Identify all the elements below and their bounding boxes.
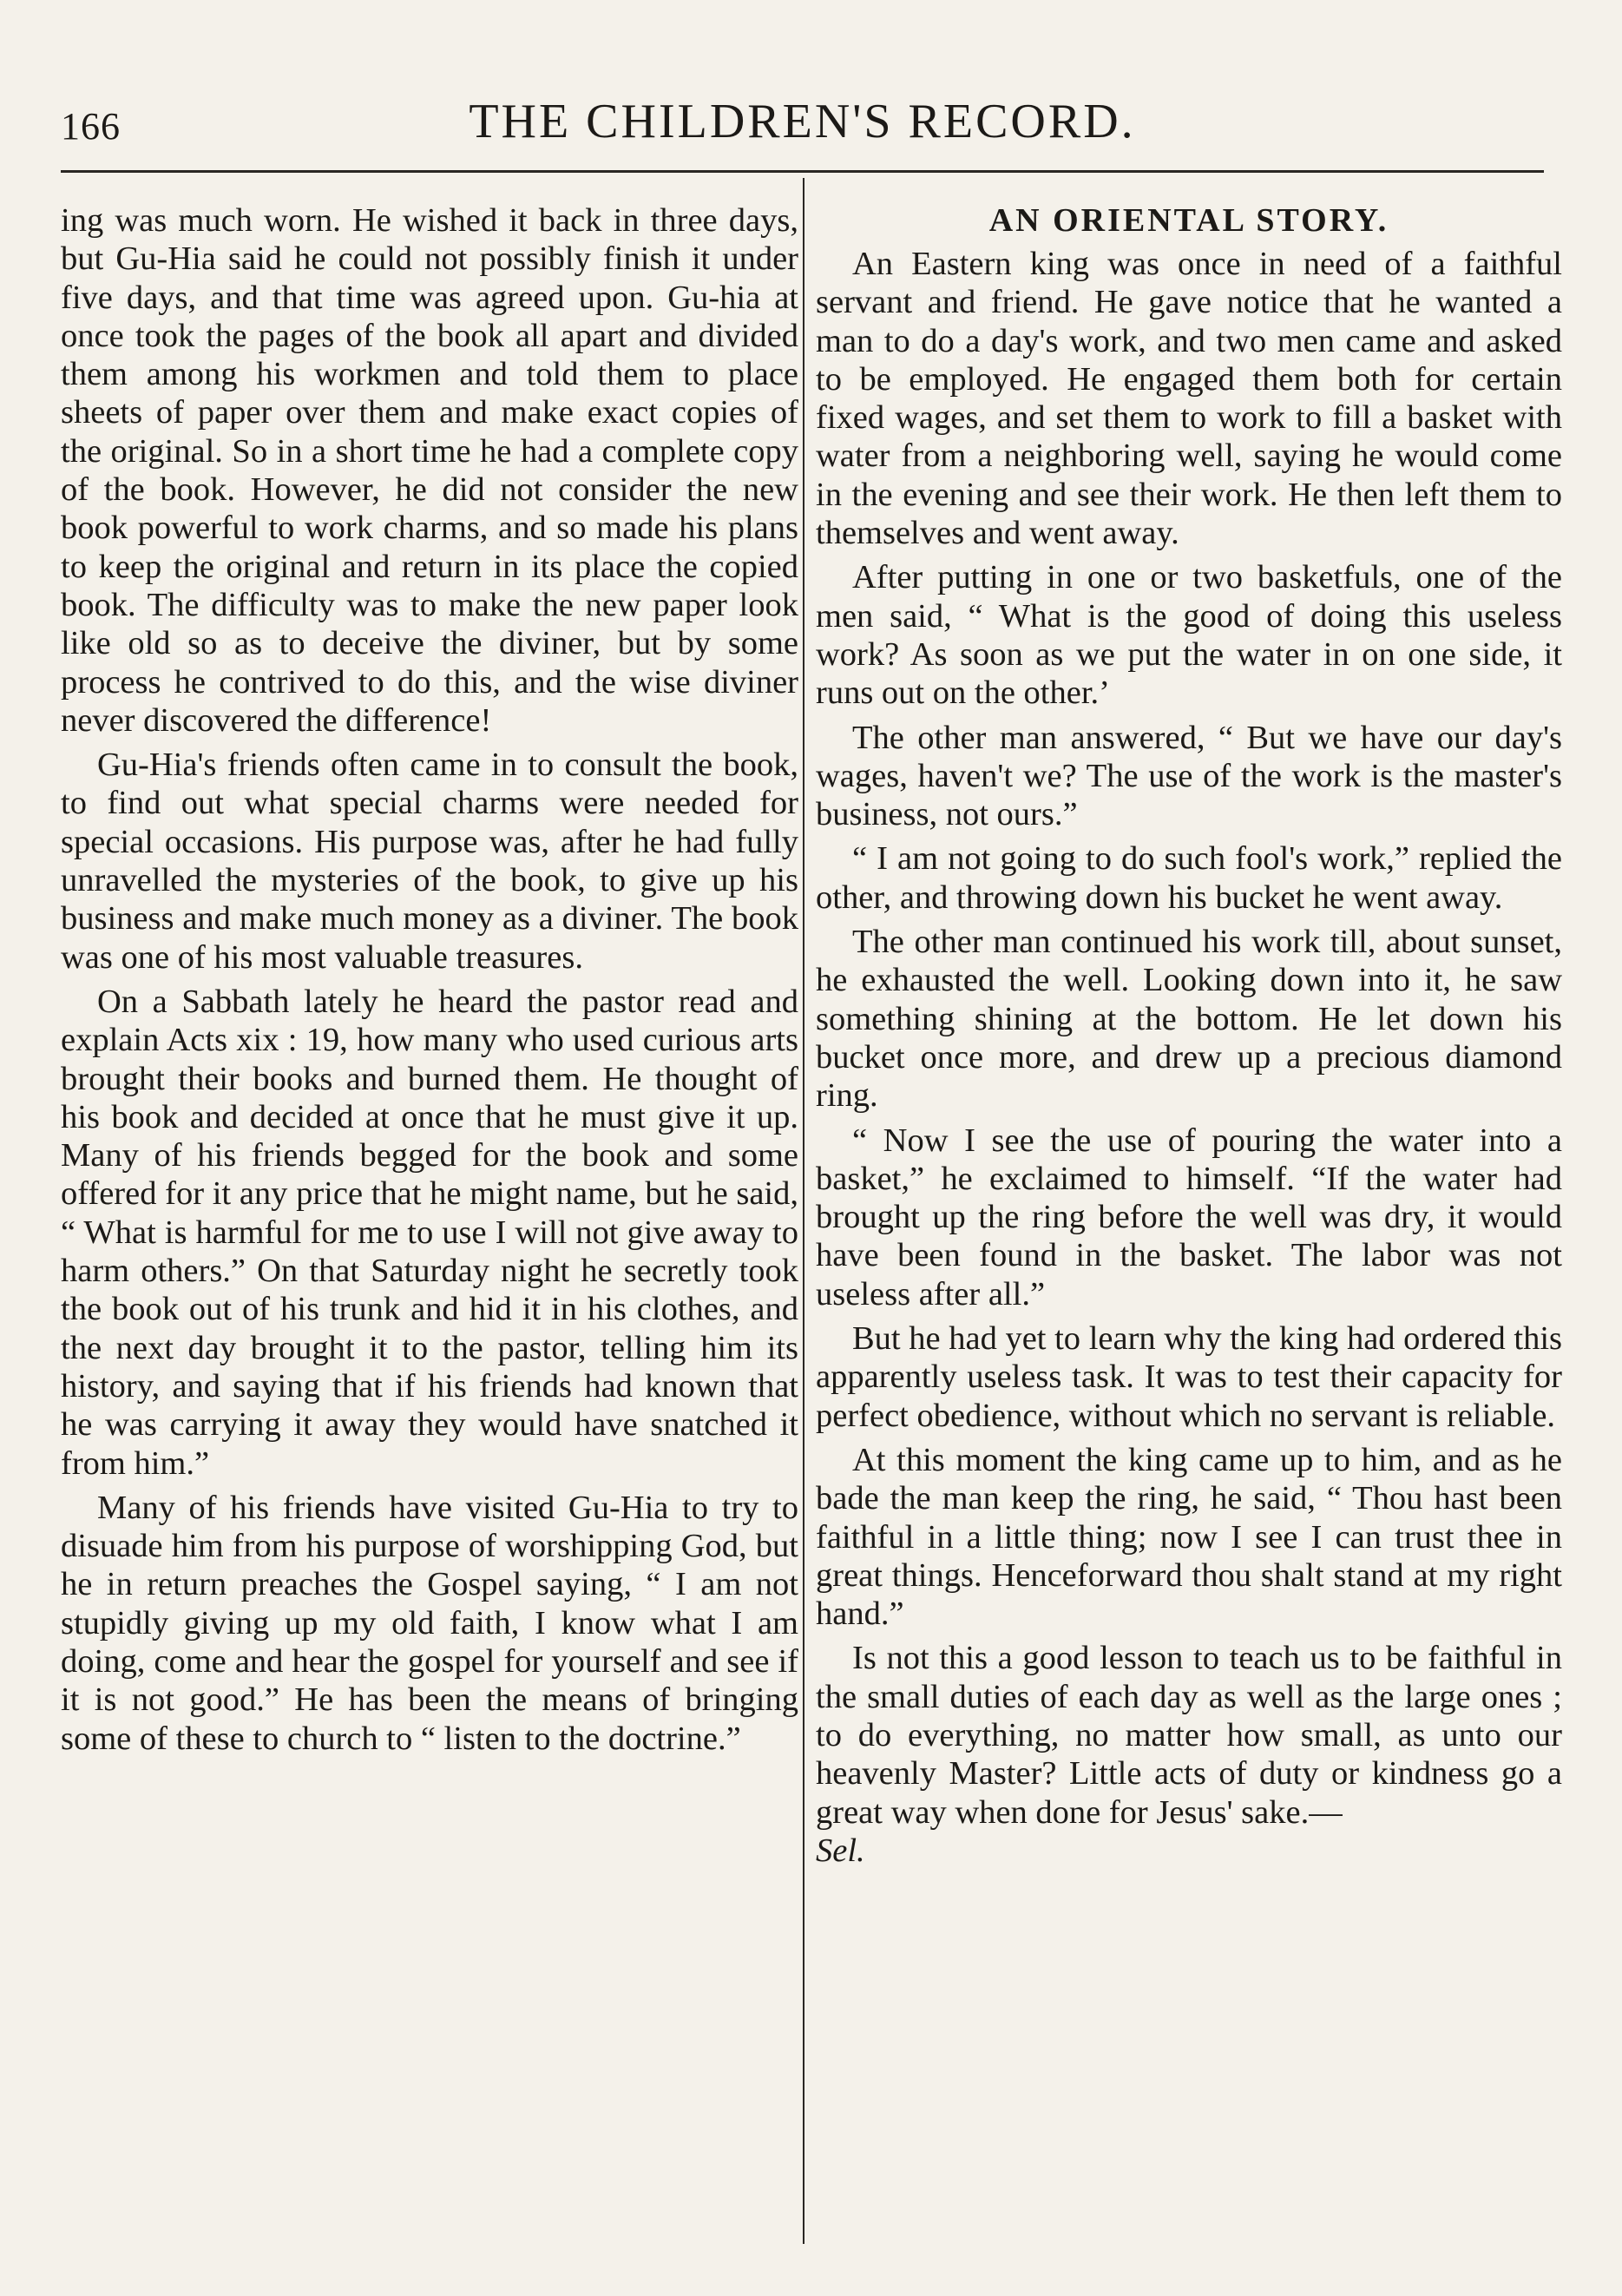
page-header: [61, 69, 1544, 148]
page-number: 166: [61, 105, 121, 148]
left-paragraph-2: Gu-Hia's friends often came in to consult the book, to find out what special charms were needed for special occasions. His purpose was, after he had fully unravelled the mysteries of the book, to give up his business and make much money as a diviner. The book was one of his most valuable treasures.: [61, 747, 798, 976]
right-paragraph-3: The other man answered, “ But we have our day's wages, haven't we? The use of the work is the master's business, not ours.”: [816, 719, 1562, 833]
right-paragraph-2: After putting in one or two basketfuls, one of the men said, “ What is the good of doing this useless work? As soon as we put the water in on one side, it runs out on the other.’: [816, 559, 1562, 712]
left-paragraph-3: On a Sabbath lately he heard the pastor read and explain Acts xix : 19, how many who used curious arts brought their books and burned them. He thought of his book and decided at once that he must give it up. Many of his friends begged for the book and some offered for it any price that he might name, but he said, “ What is harmful for me to use I will not give away to harm others.” On that Saturday night he secretly took the book out of his trunk and hid it in his clothes, and the next day brought it to the pastor, telling him its history, and saying that if his friends had known that he was carrying it away they would have snatched it from him.”: [61, 983, 798, 1482]
column-divider: [803, 178, 804, 2244]
story-title: AN ORIENTAL STORY.: [988, 202, 1389, 239]
left-column: [61, 201, 798, 1764]
right-paragraph-5: The other man continued his work till, about sunset, he exhausted the well. Looking down into it, he saw something shining at the bottom. He let down his bucket once more, and drew up a precious diamond ring.: [816, 924, 1562, 1115]
header-rule: [61, 170, 1544, 173]
right-paragraph-1: An Eastern king was once in need of a faithful servant and friend. He gave notice that he wanted a man to do a day's work, and two men came and asked to be employed. He engaged them both for certain fixed wages, and set them to work to fill a basket with water from a neighboring well, saying he would come in the evening and see their work. He then left them to themselves and went away.: [816, 246, 1562, 552]
right-paragraph-8: At this moment the king came up to him, and as he bade the man keep the ring, he said, “ Thou hast been faithful in a little thing; now I see I can trust thee in great things. Henceforward thou shalt stand at my right hand.”: [816, 1441, 1562, 1633]
right-paragraph-4: “ I am not going to do such fool's work,” replied the other, and throwing down his bucket he went away.: [816, 840, 1562, 916]
left-paragraph-1: ing was much worn. He wished it back in three days, but Gu-Hia said he could not possibly finish it under five days, and that time was agreed upon. Gu-hia at once took the pages of the book all apart and divided them among his workmen and told them to place sheets of paper over them and make exact copies of the original. So in a short time he had a complete copy of the book. However, he did not consider the new book powerful to work charms, and so made his plans to keep the original and return in its place the copied book. The difficulty was to make the new paper look like old so as to deceive the diviner, but by some process he contrived to do this, and the wise diviner never discovered the difference!: [61, 202, 798, 739]
right-paragraph-9-text: Is not this a good lesson to teach us to be faithful in the small duties of each day as well as the large ones ; to do everything, no matter how small, as unto our heavenly Master? Little acts of duty or kindness go a great way when done for Jesus' sake.—: [816, 1640, 1562, 1831]
right-column: [816, 201, 1562, 1876]
signature: Sel.: [816, 1832, 865, 1869]
running-title: THE CHILDREN'S RECORD.: [469, 95, 1136, 148]
right-paragraph-7: But he had yet to learn why the king had ordered this apparently useless task. It was to test their capacity for perfect obedience, without which no servant is reliable.: [816, 1320, 1562, 1434]
left-paragraph-4: Many of his friends have visited Gu-Hia to try to disuade him from his purpose of worshipping God, but he in return preaches the Gospel saying, “ I am not stupidly giving up my old faith, I know what I am doing, come and hear the gospel for yourself and see if it is not good.” He has been the means of bringing some of these to church to “ listen to the doctrine.”: [61, 1489, 798, 1757]
right-paragraph-6: “ Now I see the use of pouring the water into a basket,” he exclaimed to himself. “If the water had brought up the ring before the well was dry, it would have been found in the basket. The labor was not useless after all.”: [816, 1122, 1562, 1312]
right-paragraph-9: [816, 1639, 1562, 1870]
